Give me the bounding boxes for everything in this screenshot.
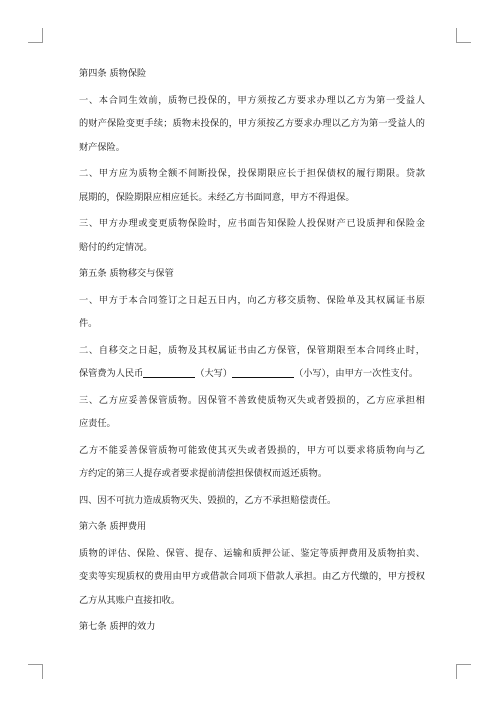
crop-mark-top-left: [28, 28, 43, 43]
article-5-para-3-line-1: 三、乙方应妥善保管质物。因保管不善致使质物灭失或者毁损的，乙方应承担相: [79, 394, 425, 406]
article-5-heading: 第五条 质物移交与保管: [79, 268, 174, 279]
document-body: [79, 62, 425, 639]
article-6-para-1-line-2: 变卖等实现质权的费用由甲方或借款合同项下借款人承担。由乙方代缴的，甲方授权: [79, 571, 425, 582]
article-5-para-4-line-1: 乙方不能妥善保管质物可能致使其灭失或者毁损的，甲方可以要求将质物向与乙: [79, 444, 425, 456]
article-6-heading: 第六条 质押费用: [79, 521, 147, 532]
fee-upper-label: （大写）: [195, 368, 233, 379]
article-5-para-1-line-1: 一、甲方于本合同签订之日起五日内，向乙方移交质物、保险单及其权属证书原: [79, 294, 425, 306]
article-5-para-5-line-1: 四、因不可抗力造成质物灭失、毁损的，乙方不承担赔偿责任。: [79, 494, 337, 506]
article-6-para-1-line-1: 质物的评估、保险、保管、提存、运输和质押公证、鉴定等质押费用及质物拍卖、: [79, 547, 425, 559]
article-4-para-1-line-3: 财产保险。: [79, 141, 125, 153]
fee-prefix: 保管费为人民币: [79, 368, 144, 379]
article-4-para-3-line-2: 赔付的约定情况。: [79, 241, 153, 253]
article-4-para-1-line-1: 一、本合同生效前，质物已投保的，甲方须按乙方要求办理以乙方为第一受益人: [79, 94, 425, 106]
crop-mark-bottom-left: [28, 664, 43, 679]
crop-mark-top-right: [456, 28, 471, 43]
article-5-para-4-line-2: 方约定的第三人提存或者要求提前清偿担保债权而返还质物。: [79, 468, 328, 479]
fee-upper-amount-blank[interactable]: [232, 367, 294, 378]
article-4-para-2-line-2: 展期的，保险期限应相应延长。未经乙方书面同意，甲方不得退保。: [79, 191, 355, 203]
article-5-para-1-line-2: 件。: [79, 318, 98, 329]
article-6-para-1-line-3: 乙方从其账户直接扣收。: [79, 594, 181, 606]
article-4-para-1-line-2: 的财产保险变更手续；质物未投保的，甲方须按乙方要求办理以乙方为第一受益人的: [79, 118, 425, 129]
article-5-fee-line: [79, 362, 425, 386]
article-7-heading: 第七条 质押的效力: [79, 621, 156, 632]
article-5-para-2-line-1: 二、自移交之日起，质物及其权属证书由乙方保管，保管期限至本合同终止时，: [79, 344, 425, 356]
fee-amount-blank[interactable]: [143, 367, 195, 378]
fee-lower-label: （小写），由甲方一次性支付。: [294, 368, 419, 379]
article-4-heading: 第四条 质物保险: [79, 68, 147, 79]
article-4-para-2-line-1: 二、甲方应为质物全额不间断投保，投保期限应长于担保债权的履行期限。贷款: [79, 168, 425, 179]
article-5-para-3-line-2: 应责任。: [79, 418, 116, 429]
crop-mark-bottom-right: [456, 664, 471, 679]
article-4-para-3-line-1: 三、甲方办理或变更质物保险时，应书面告知保险人投保财产已设质押和保险金: [79, 218, 425, 229]
